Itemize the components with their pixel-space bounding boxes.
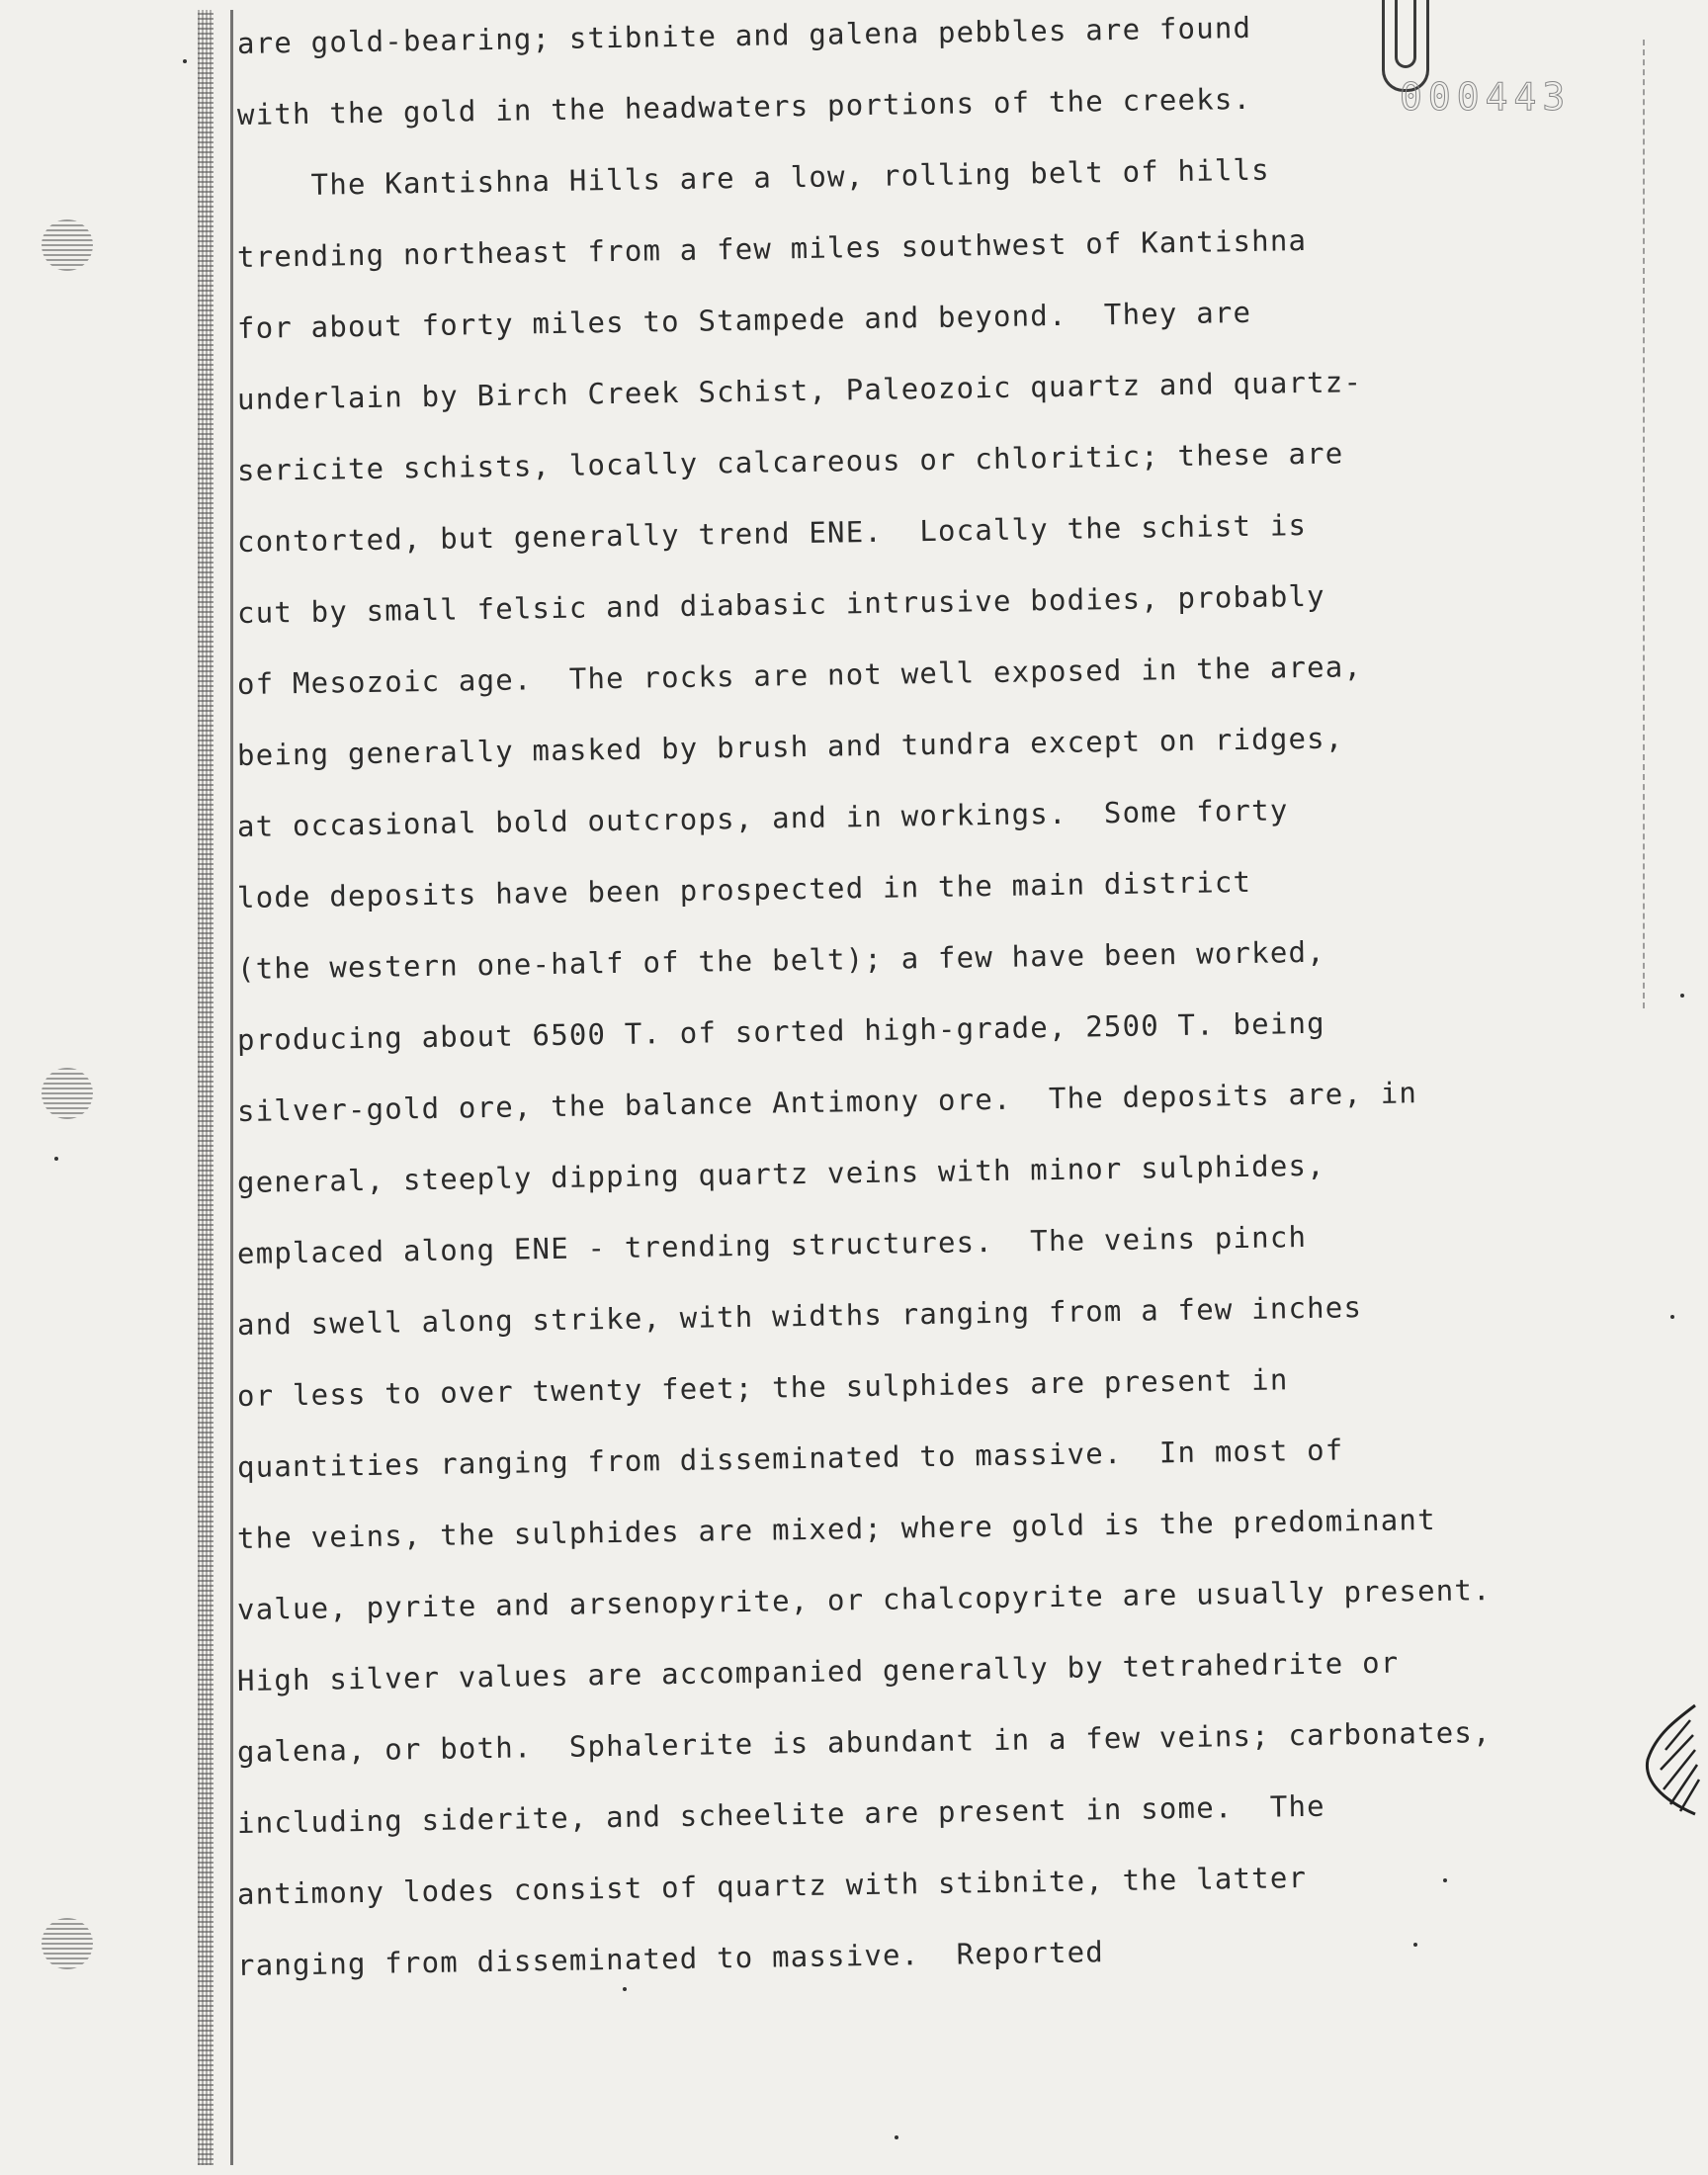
stray-dot xyxy=(1670,1315,1674,1319)
stray-dot xyxy=(1413,1943,1417,1947)
text-line: the veins, the sulphides are mixed; where gold is the predominant xyxy=(236,1502,1436,1555)
binding-strip xyxy=(198,10,214,2165)
text-line: with the gold in the headwaters portions of the creeks. xyxy=(236,81,1252,131)
text-line: lode deposits have been prospected in the main district xyxy=(236,864,1252,914)
text-line: cut by small felsic and diabasic intrusive bodies, probably xyxy=(236,578,1326,630)
document-body xyxy=(237,8,1641,2001)
stray-dot xyxy=(1680,994,1684,998)
text-line: general, steeply dipping quartz veins with minor sulphides, xyxy=(236,1148,1326,1199)
text-line: (the western one-half of the belt); a few have been worked, xyxy=(236,934,1326,986)
text-line: ranging from disseminated to massive. Reported xyxy=(236,1935,1105,1982)
text-line: contorted, but generally trend ENE. Locally the schist is xyxy=(236,508,1308,559)
text-line: The Kantishna Hills are a low, rolling belt of hills xyxy=(236,152,1271,203)
binding-line xyxy=(230,10,233,2165)
punch-hole-icon xyxy=(42,219,93,271)
right-margin-line xyxy=(1643,40,1645,1008)
text-line: underlain by Birch Creek Schist, Paleozoic quartz and quartz- xyxy=(236,365,1363,416)
punch-hole-icon xyxy=(42,1068,93,1119)
text-line: of Mesozoic age. The rocks are not well exposed in the area, xyxy=(236,650,1363,701)
text-line: for about forty miles to Stampede and beyond. They are xyxy=(236,295,1252,345)
text-line: at occasional bold outcrops, and in workings. Some forty xyxy=(236,793,1289,843)
stray-dot xyxy=(1443,1878,1447,1882)
edge-scribble-icon xyxy=(1636,1700,1705,1819)
text-line: quantities ranging from disseminated to massive. In most of xyxy=(236,1433,1344,1484)
page-number: 000443 xyxy=(1400,75,1572,119)
punch-hole-icon xyxy=(42,1918,93,1969)
stray-dot xyxy=(623,1987,627,1991)
text-line: being generally masked by brush and tundra except on ridges, xyxy=(236,721,1344,772)
text-line: or less to over twenty feet; the sulphides are present in xyxy=(236,1362,1289,1413)
text-line: silver-gold ore, the balance Antimony ore. The deposits are, in xyxy=(236,1076,1418,1128)
text-line: and swell along strike, with widths ranging from a few inches xyxy=(236,1290,1363,1342)
stray-dot xyxy=(183,59,187,63)
text-line: value, pyrite and arsenopyrite, or chalcopyrite are usually present. xyxy=(236,1573,1492,1626)
text-line: galena, or both. Sphalerite is abundant in a few veins; carbonates, xyxy=(236,1715,1492,1769)
text-line: High silver values are accompanied generally by tetrahedrite or xyxy=(236,1645,1400,1697)
text-line: trending northeast from a few miles southwest of Kantishna xyxy=(236,223,1308,274)
stray-dot xyxy=(895,2135,898,2139)
text-line: including siderite, and scheelite are present in some. The xyxy=(236,1788,1326,1840)
text-line: producing about 6500 T. of sorted high-grade, 2500 T. being xyxy=(236,1005,1326,1057)
text-line: sericite schists, locally calcareous or chloritic; these are xyxy=(236,436,1344,487)
text-line: are gold-bearing; stibnite and galena pebbles are found xyxy=(236,10,1252,60)
text-line: emplaced along ENE - trending structures. The veins pinch xyxy=(236,1220,1308,1270)
text-line: antimony lodes consist of quartz with stibnite, the latter xyxy=(236,1861,1308,1911)
stray-dot xyxy=(54,1157,58,1161)
